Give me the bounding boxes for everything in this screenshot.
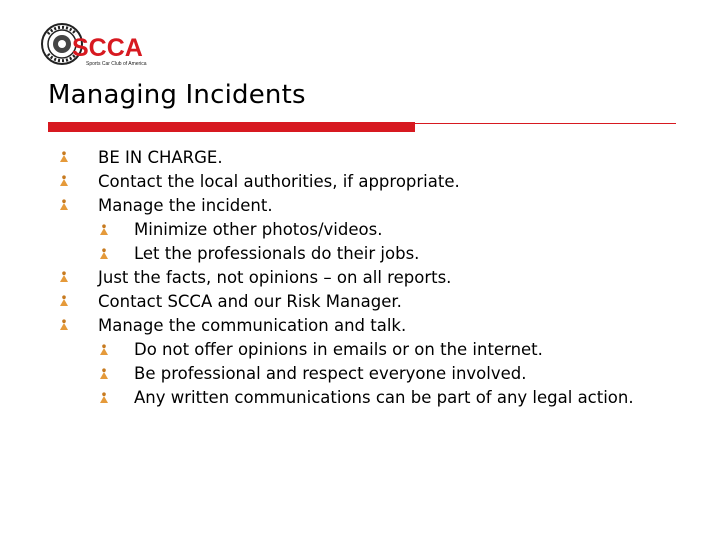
- figure-bullet-icon: [58, 319, 70, 331]
- scca-logo: [40, 20, 164, 68]
- figure-bullet-icon: [98, 392, 110, 404]
- title-divider-line: [415, 123, 676, 124]
- list-item: [0, 362, 634, 386]
- title-divider-bar: [48, 122, 415, 132]
- logo-wordmark: SCCA: [72, 34, 143, 62]
- list-item: [0, 266, 720, 290]
- figure-bullet-icon: [58, 295, 70, 307]
- figure-bullet-icon: [98, 224, 110, 236]
- bullet-text: Any written communications can be part of any legal action.: [134, 388, 634, 407]
- list-item: [0, 314, 720, 338]
- bullet-text: Contact the local authorities, if appropriate.: [98, 172, 460, 191]
- bullet-text: Manage the communication and talk.: [98, 316, 407, 335]
- list-item: [0, 386, 634, 410]
- bullet-text: Do not offer opinions in emails or on the internet.: [134, 340, 543, 359]
- figure-bullet-icon: [58, 271, 70, 283]
- title-divider: [48, 122, 676, 132]
- list-item: [0, 242, 634, 266]
- figure-bullet-icon: [98, 344, 110, 356]
- logo-tagline: Sports Car Club of America: [86, 61, 147, 67]
- list-item: [0, 146, 720, 170]
- figure-bullet-icon: [98, 368, 110, 380]
- figure-bullet-icon: [58, 151, 70, 163]
- bullet-text: Be professional and respect everyone involved.: [134, 364, 527, 383]
- bullet-text: Let the professionals do their jobs.: [134, 244, 420, 263]
- figure-bullet-icon: [58, 199, 70, 211]
- slide-title: Managing Incidents: [48, 80, 306, 110]
- scca-logo-graphic: [40, 20, 164, 68]
- bullet-text: BE IN CHARGE.: [98, 148, 223, 167]
- list-item: [0, 290, 720, 314]
- bullet-list: [0, 146, 720, 410]
- bullet-text: Minimize other photos/videos.: [134, 220, 383, 239]
- bullet-text: Just the facts, not opinions – on all reports.: [98, 268, 452, 287]
- bullet-text: Manage the incident.: [98, 196, 273, 215]
- figure-bullet-icon: [98, 248, 110, 260]
- figure-bullet-icon: [58, 175, 70, 187]
- bullet-text: Contact SCCA and our Risk Manager.: [98, 292, 402, 311]
- list-item: [0, 170, 720, 194]
- list-item: [0, 338, 634, 362]
- list-item: [0, 194, 720, 218]
- list-item: [0, 218, 634, 242]
